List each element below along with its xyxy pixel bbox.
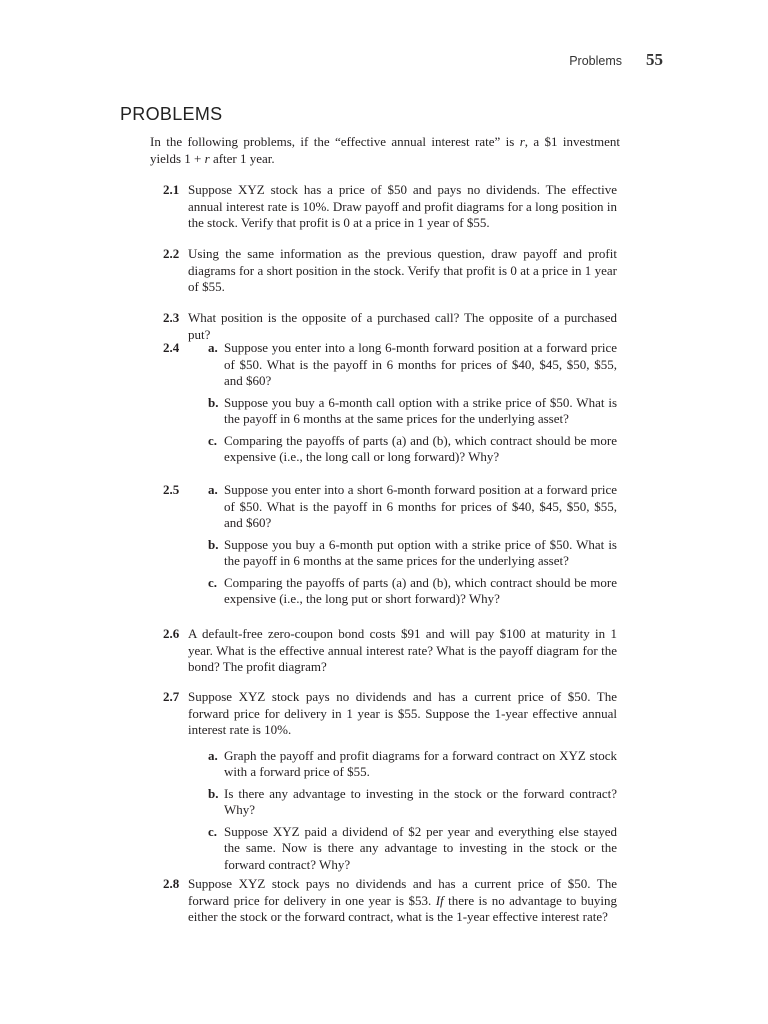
problem-part-a bbox=[208, 748, 617, 781]
problem-2-3 bbox=[155, 310, 617, 343]
part-letter: b. bbox=[208, 785, 219, 801]
problem-part-b bbox=[208, 395, 617, 428]
problem-part-c bbox=[208, 433, 617, 466]
problem-text: What position is the opposite of a purchased call? The opposite of a purchased put? bbox=[188, 310, 617, 342]
problem-part-b bbox=[208, 537, 617, 570]
intro-paragraph bbox=[150, 133, 620, 167]
part-letter: c. bbox=[208, 432, 218, 448]
intro-var-r-2: r bbox=[204, 151, 210, 166]
intro-text-2: , a $1 investment yields 1 + bbox=[150, 134, 620, 166]
problem-number: 2.3 bbox=[163, 310, 180, 325]
problem-part-b bbox=[208, 786, 617, 819]
problem-text: A default-free zero-coupon bond costs $91 and will pay $100 at maturity in 1 year. What is the effective annual interest rate? What is the payoff diagram for the bond? The profit diagram? bbox=[188, 626, 617, 674]
problem-2-7 bbox=[155, 689, 617, 873]
problem-2-1 bbox=[155, 182, 617, 232]
problem-number: 2.8 bbox=[163, 876, 180, 891]
problem-text: Suppose XYZ stock pays no dividends and has a current price of $50. The forward price for delivery in 1 year is $55. Suppose the 1-year effective annual interest rate is 10%. bbox=[188, 689, 617, 737]
problem-text: Suppose XYZ stock has a price of $50 and pays no dividends. The effective annual interest rate is 10%. Draw payoff and profit diagrams for a long position in the stock. Verify that profit is 0 at a price in 1 year of $55. bbox=[188, 182, 617, 230]
part-letter: a. bbox=[208, 482, 218, 497]
part-letter: a. bbox=[208, 340, 218, 355]
problem-2-2 bbox=[155, 246, 617, 296]
emphasized-word: If bbox=[435, 892, 444, 908]
part-letter: a. bbox=[208, 747, 218, 763]
section-title: PROBLEMS bbox=[120, 104, 223, 124]
problem-number: 2.4 bbox=[163, 340, 180, 355]
problem-2-6 bbox=[155, 626, 617, 676]
problem-part-c bbox=[208, 575, 617, 608]
intro-text-1: In the following problems, if the “effective annual interest rate” is bbox=[150, 134, 520, 149]
problem-2-5 bbox=[155, 482, 617, 608]
problem-part-a bbox=[208, 340, 617, 390]
problem-2-4 bbox=[155, 340, 617, 466]
part-text: Suppose you buy a 6-month call option with a strike price of $50. What is the payoff in 6 months at the same prices for the underlying asset? bbox=[224, 394, 617, 426]
problem-part-a bbox=[208, 482, 617, 532]
problem-number: 2.2 bbox=[163, 246, 180, 261]
part-text: Comparing the payoffs of parts (a) and (b), which contract should be more expensive (i.e., the long put or short forward)? Why? bbox=[224, 574, 617, 606]
part-text: Comparing the payoffs of parts (a) and (b), which contract should be more expensive (i.e., the long call or long forward)? Why? bbox=[224, 432, 617, 464]
part-letter: c. bbox=[208, 823, 218, 839]
problem-part-c bbox=[208, 824, 617, 874]
problem-text-part: there is no advantage to buying either the stock or the forward contract, what is the 1-year effective interest rate? bbox=[188, 892, 617, 924]
intro-text-3: after 1 year. bbox=[209, 151, 275, 166]
part-text: Suppose you enter into a long 6-month forward position at a forward price of $50. What is the payoff in 6 months for prices of $40, $45, $50, $55, and $60? bbox=[224, 340, 617, 388]
problem-text bbox=[188, 876, 617, 926]
problem-number: 2.6 bbox=[163, 626, 180, 641]
part-letter: b. bbox=[208, 394, 219, 410]
running-head-section: Problems bbox=[569, 54, 622, 68]
intro-var-r: r bbox=[519, 134, 525, 149]
part-text: Suppose XYZ paid a dividend of $2 per year and everything else stayed the same. Now is there any advantage to investing in the stock or the forward contract? Why? bbox=[224, 823, 617, 872]
part-text: Suppose you buy a 6-month put option with a strike price of $50. What is the payoff in 6 months at the same prices for the underlying asset? bbox=[224, 536, 617, 568]
part-text: Is there any advantage to investing in the stock or the forward contract? Why? bbox=[224, 785, 617, 817]
part-letter: b. bbox=[208, 536, 219, 552]
part-text: Graph the payoff and profit diagrams for a forward contract on XYZ stock with a forward price of $55. bbox=[224, 747, 617, 779]
problem-text-part: Suppose XYZ stock pays no dividends and has a current price of $50. The forward price for delivery in one year is $53. bbox=[188, 876, 617, 908]
problem-number: 2.1 bbox=[163, 182, 180, 197]
problem-text: Using the same information as the previous question, draw payoff and profit diagrams for a short position in the stock. Verify that profit is 0 at a price in 1 year of $55. bbox=[188, 246, 617, 294]
page-number: 55 bbox=[646, 50, 663, 69]
part-letter: c. bbox=[208, 574, 218, 590]
problem-number: 2.7 bbox=[163, 689, 180, 704]
part-text: Suppose you enter into a short 6-month forward position at a forward price of $50. What is the payoff in 6 months for prices of $40, $45, $50, $55, and $60? bbox=[224, 482, 617, 530]
problem-2-8 bbox=[155, 876, 617, 926]
running-head bbox=[569, 50, 663, 70]
problem-number: 2.5 bbox=[163, 482, 180, 497]
